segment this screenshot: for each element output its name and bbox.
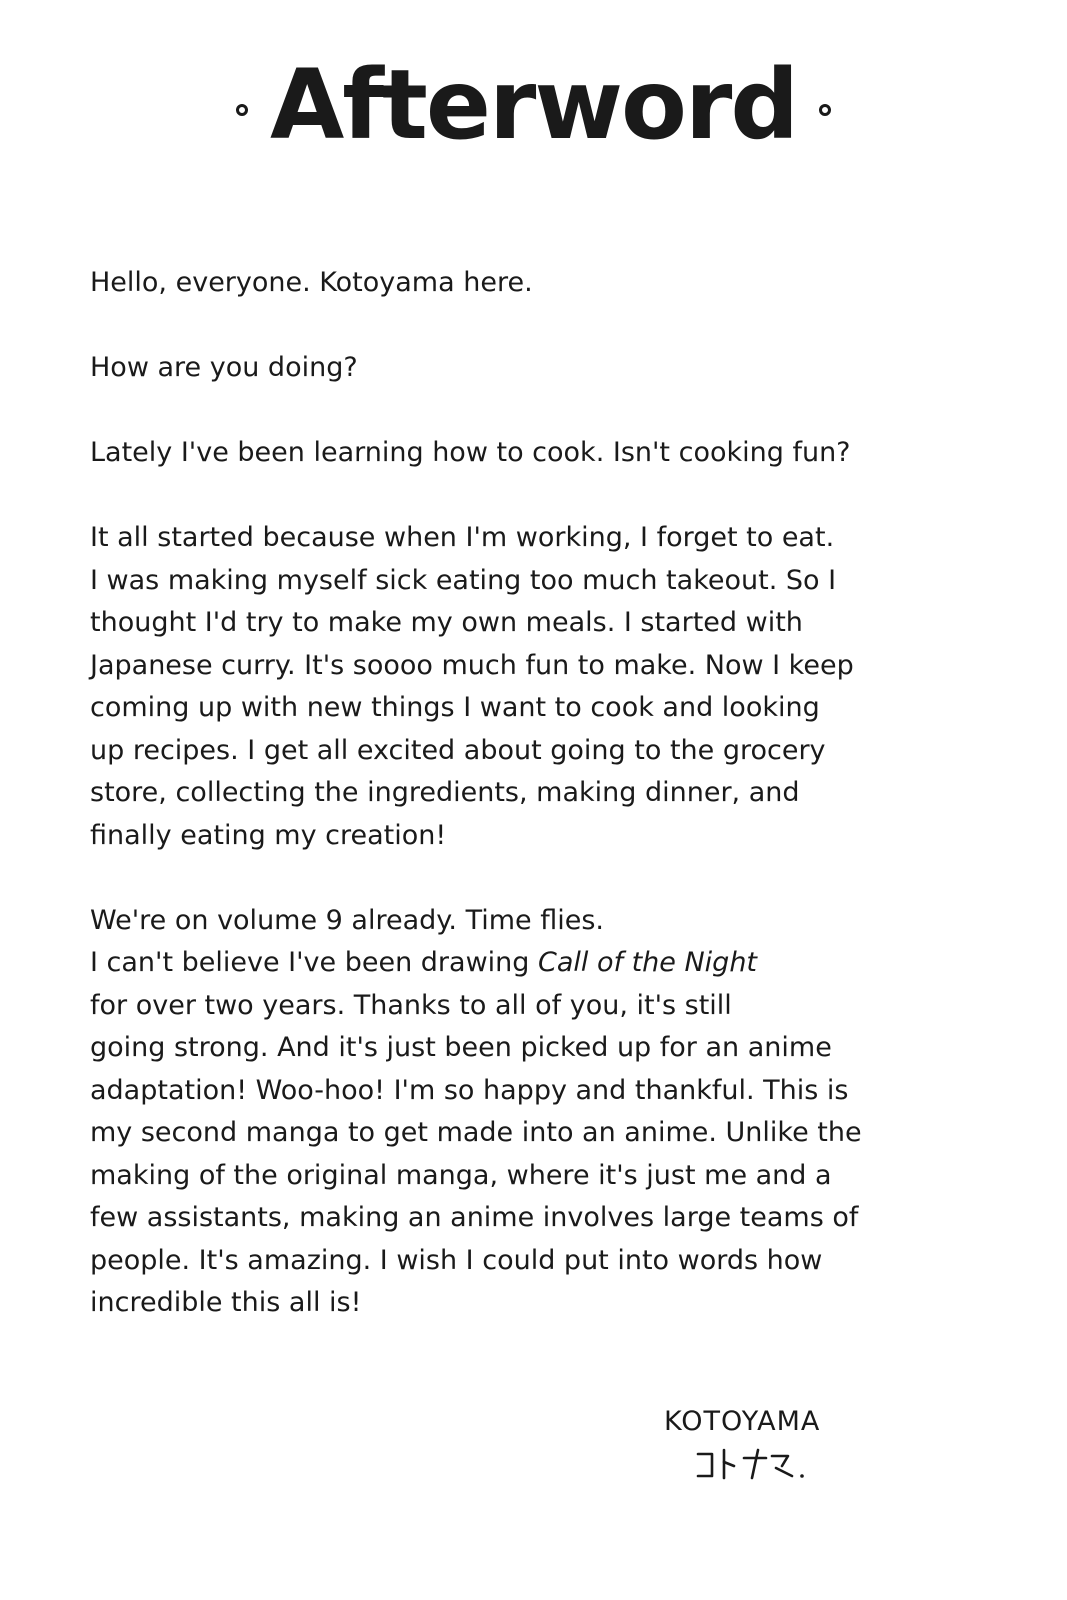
text-line: adaptation! Woo-hoo! I'm so happy and thankful. This is (90, 1074, 849, 1106)
text-line: How are you doing? (90, 352, 358, 383)
title-left-dot (236, 104, 248, 116)
text-line: Hello, everyone. Kotoyama here. (90, 267, 533, 298)
text-line (90, 942, 850, 985)
text-line: up recipes. I get all excited about going to the grocery (90, 734, 826, 766)
paragraph-cooking-intro (90, 432, 850, 475)
text-line: coming up with new things I want to cook and looking (90, 692, 820, 723)
afterword-body (90, 262, 862, 1325)
text-line: We're on volume 9 already. Time flies. (90, 904, 605, 936)
series-title: Call of the Night (538, 947, 758, 978)
text-line: Japanese curry. It's soooo much fun to make. Now I keep (90, 649, 854, 681)
text-line: I was making myself sick eating too much takeout. So I (90, 564, 837, 596)
handwritten-signature-mark (694, 1446, 814, 1482)
text-line: store, collecting the ingredients, making dinner, and (90, 777, 800, 808)
text-line: for over two years. Thanks to all of you, it's still (90, 989, 732, 1021)
text-line: people. It's amazing. I wish I could put into words how (90, 1244, 823, 1276)
text-line: my second manga to get made into an anime. Unlike the (90, 1117, 862, 1148)
paragraph-volume-anime (90, 900, 862, 1325)
text-line: incredible this all is! (90, 1287, 362, 1318)
text-line: Lately I've been learning how to cook. Isn't cooking fun? (90, 437, 851, 468)
paragraph-greeting (90, 262, 850, 305)
paragraph-cooking-story (90, 517, 854, 857)
text-line: thought I'd try to make my own meals. I started with (90, 607, 803, 638)
title-row (0, 40, 1067, 170)
text-line: It all started because when I'm working, I forget to eat. (90, 522, 835, 553)
title-right-dot (819, 104, 831, 116)
text-line: finally eating my creation! (90, 819, 447, 851)
paragraph-question (90, 347, 850, 390)
signature-name: KOTOYAMA (664, 1406, 821, 1437)
text-line: few assistants, making an anime involves large teams of (90, 1202, 859, 1233)
text-segment: I can't believe I've been drawing (90, 947, 538, 978)
author-signature (664, 1402, 844, 1482)
text-line: making of the original manga, where it's just me and a (90, 1159, 832, 1191)
text-line: going strong. And it's just been picked up for an anime (90, 1032, 832, 1063)
page-title: Afterword (269, 49, 798, 161)
